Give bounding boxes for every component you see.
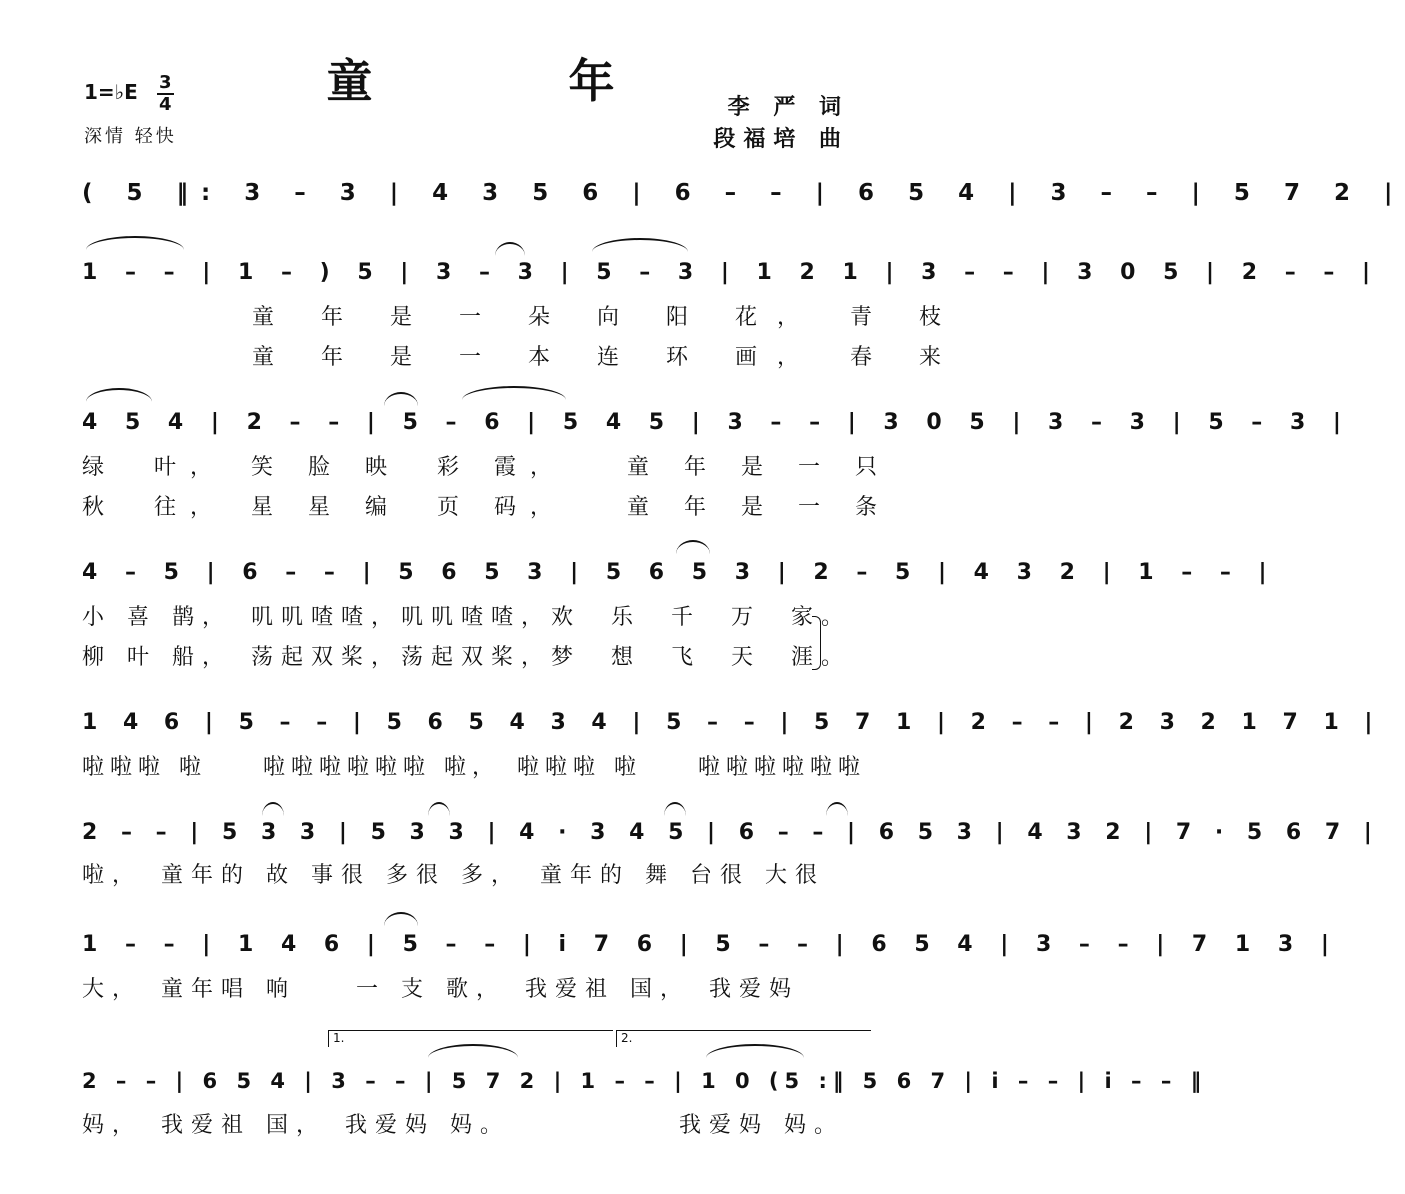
meter-bottom: 4 bbox=[159, 94, 172, 115]
notation-line: 1 4 6 | 5 – – | 5 6 5 4 3 4 | 5 – – | 5 7 1 | 2 – – | 2 3 2 1 7 1 | bbox=[82, 710, 1382, 735]
notation-line: 2 – – | 5 3 3 | 5 3 3 | 4 · 3 4 5 | 6 – – | 6 5 3 | 4 3 2 | 7 · 5 6 7 | bbox=[82, 820, 1380, 845]
composer-credit: 段福培 曲 bbox=[713, 127, 849, 152]
song-title: 童 年 bbox=[326, 54, 705, 108]
slur bbox=[384, 392, 418, 406]
notation-line: ( 5 ‖: 3 – 3 | 4 3 5 6 | 6 – – | 6 5 4 | 3 – – | 5 7 2 | bbox=[82, 180, 1405, 206]
volta-second-ending: 2. bbox=[616, 1030, 871, 1047]
notation-line: 1 – – | 1 – ) 5 | 3 – 3 | 5 – 3 | 1 2 1 | 3 – – | 3 0 5 | 2 – – | bbox=[82, 260, 1381, 285]
score-system-3 bbox=[0, 406, 1351, 536]
tempo-marking: 深情 轻快 bbox=[84, 126, 177, 147]
slur bbox=[86, 388, 152, 402]
notation-line: 4 – 5 | 6 – – | 5 6 5 3 | 5 6 5 3 | 2 – 5 | 4 3 2 | 1 – – | bbox=[82, 560, 1277, 585]
slur bbox=[676, 540, 710, 554]
score-system-2 bbox=[0, 256, 1381, 386]
lyric-line: 大， 童年唱 响 一 支 歌， 我爱祖 国， 我爱妈 bbox=[82, 977, 799, 1002]
verse-bracket bbox=[812, 616, 821, 670]
lyricist-credit: 李 严 词 bbox=[727, 95, 849, 120]
meter-top: 3 bbox=[159, 72, 172, 93]
score-system-4 bbox=[0, 556, 1277, 686]
notation-line: 1 – – | 1 4 6 | 5 – – | i 7 6 | 5 – – | 6 5 4 | 3 – – | 7 1 3 | bbox=[82, 932, 1339, 957]
volta-first-ending: 1. bbox=[328, 1030, 613, 1047]
lyric-line: 啦啦啦 啦 啦啦啦啦啦啦 啦， 啦啦啦 啦 啦啦啦啦啦啦 bbox=[82, 755, 866, 780]
lyric-line: 妈， 我爱祖 国， 我爱妈 妈。 我爱妈 妈。 bbox=[82, 1113, 844, 1138]
lyric-verse-1: 童 年 是 一 朵 向 阳 花， 青 枝 bbox=[252, 305, 961, 330]
score-system-8 bbox=[0, 1031, 1208, 1194]
notation-line: 2 – – | 6 5 4 | 3 – – | 5 7 2 | 1 – – | 1 0 (5 :‖ 5 6 7 | i – – | i – – ‖ bbox=[82, 1069, 1208, 1093]
lyric-line: 啦， 童年的 故 事很 多很 多， 童年的 舞 台很 大很 bbox=[82, 863, 825, 888]
key-signature: 1=♭E bbox=[84, 80, 138, 104]
notation-line: 4 5 4 | 2 – – | 5 – 6 | 5 4 5 | 3 – – | 3 0 5 | 3 – 3 | 5 – 3 | bbox=[82, 410, 1351, 435]
lyric-verse-2: 童 年 是 一 本 连 环 画， 春 来 bbox=[252, 345, 961, 370]
lyric-verse-1: 小 喜 鹊， 叽叽喳喳，叽叽喳喳，欢 乐 千 万 家。 bbox=[82, 605, 851, 630]
lyric-verse-1: 绿 叶， 笑 脸 映 彩 霞， 童 年 是 一 只 bbox=[82, 455, 891, 480]
slur bbox=[462, 386, 566, 400]
lyric-verse-2: 柳 叶 船， 荡起双桨，荡起双桨，梦 想 飞 天 涯。 bbox=[82, 645, 851, 670]
time-signature bbox=[157, 74, 174, 114]
lyric-verse-2: 秋 往， 星 星 编 页 码， 童 年 是 一 条 bbox=[82, 495, 891, 520]
